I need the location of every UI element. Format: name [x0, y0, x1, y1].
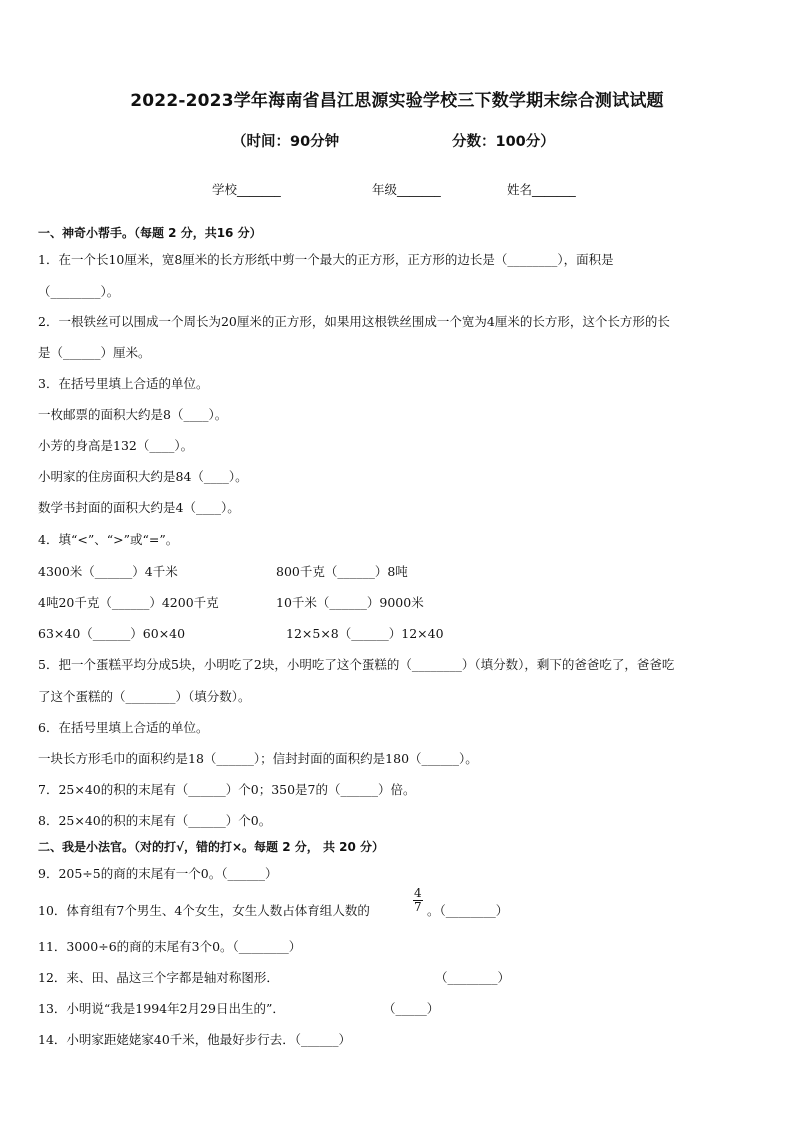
fraction-numerator: 4 — [414, 886, 422, 900]
question-line: 14．小明家距姥姥家40千米，他最好步行去．（______） — [38, 1032, 352, 1047]
answer-blank[interactable]: （________） — [435, 970, 511, 985]
exam-time: （时间：90分钟 — [232, 134, 340, 150]
compare-item: 10千米（______）9000米 — [276, 595, 424, 610]
question-line: 4．填“<”、“>”或“=”。 — [38, 532, 179, 547]
school-field[interactable]: 学校_______ — [212, 182, 281, 197]
question-line: 一枚邮票的面积大约是8（____）。 — [38, 407, 228, 422]
answer-blank[interactable]: （_____） — [383, 1001, 440, 1016]
page-title: 2022-2023学年海南省昌江思源实验学校三下数学期末综合测试试题 — [130, 91, 664, 111]
question-line: 12．来、田、晶这三个字都是轴对称图形． — [38, 970, 279, 985]
question-line: （________）。 — [38, 284, 120, 299]
compare-item: 12×5×8（______）12×40 — [286, 626, 444, 641]
compare-item: 4吨20千克（______）4200千克 — [38, 595, 219, 610]
question-line: 1．在一个长10厘米，宽8厘米的长方形纸中剪一个最大的正方形，正方形的边长是（________），面积是 — [38, 252, 614, 267]
question-line: 小明家的住房面积大约是84（____）。 — [38, 469, 248, 484]
question-line: 2．一根铁丝可以围成一个周长为20厘米的正方形，如果用这根铁丝围成一个宽为4厘米的长方形，这个长方形的长 — [38, 314, 670, 329]
question-line: 。（________） — [427, 903, 509, 918]
section1-heading: 一、神奇小帮手。（每题 2 分，共16 分） — [38, 226, 262, 240]
question-line: 9．205÷5的商的末尾有一个0。（______） — [38, 866, 278, 881]
compare-item: 800千克（______）8吨 — [276, 564, 408, 579]
question-line: 6．在括号里填上合适的单位。 — [38, 720, 209, 735]
question-line: 13．小明说“我是1994年2月29日出生的”． — [38, 1001, 285, 1016]
name-field[interactable]: 姓名_______ — [507, 182, 576, 197]
question-line: 了这个蛋糕的（________）（填分数）。 — [38, 689, 251, 704]
compare-item: 4300米（______）4千米 — [38, 564, 178, 579]
question-line: 5．把一个蛋糕平均分成5块，小明吃了2块，小明吃了这个蛋糕的（________）（填分数），剩下的爸爸吃了，爸爸吃 — [38, 657, 675, 672]
fraction — [413, 887, 423, 914]
grade-field[interactable]: 年级_______ — [372, 182, 441, 197]
question-line: 一块长方形毛巾的面积约是18（______）；信封封面的面积约是180（______）。 — [38, 751, 478, 766]
question-line: 11．3000÷6的商的末尾有3个0。（________） — [38, 939, 302, 954]
exam-score: 分数：100分） — [452, 134, 555, 150]
section2-heading: 二、我是小法官。（对的打√，错的打×。每题 2 分， 共 20 分） — [38, 840, 384, 854]
question-line: 8．25×40的积的末尾有（______）个0。 — [38, 813, 272, 828]
fraction-denominator: 7 — [414, 900, 422, 914]
compare-item: 63×40（______）60×40 — [38, 626, 186, 641]
question-line: 10．体育组有7个男生、4个女生，女生人数占体育组人数的 — [38, 903, 370, 918]
question-line: 7．25×40的积的末尾有（______）个0；350是7的（______）倍。 — [38, 782, 416, 797]
question-line: 数学书封面的面积大约是4（____）。 — [38, 500, 240, 515]
question-line: 是（______）厘米。 — [38, 345, 151, 360]
question-line: 3．在括号里填上合适的单位。 — [38, 376, 209, 391]
question-line: 小芳的身高是132（____）。 — [38, 438, 194, 453]
